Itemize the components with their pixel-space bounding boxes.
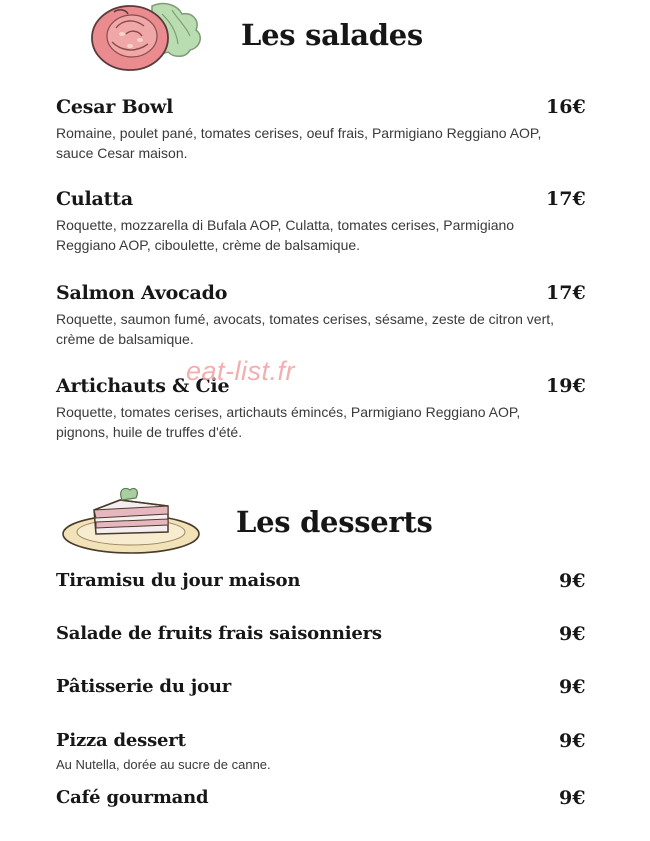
item-price: 9€ [559, 787, 586, 809]
item-description: Roquette, mozzarella di Bufala AOP, Culatta, tomates cerises, Parmigiano Reggiano AOP, ciboulette, crème de balsamique. [56, 217, 515, 253]
item-name: Salade de fruits frais saisonniers [56, 623, 382, 644]
salads-header [0, 0, 650, 80]
item-name: Culatta [56, 188, 133, 210]
menu-item [56, 95, 586, 163]
menu-item [56, 729, 586, 775]
item-name: Salmon Avocado [56, 282, 228, 304]
item-price: 9€ [559, 623, 586, 645]
item-name: Artichauts & Cie [56, 375, 230, 397]
item-name: Tiramisu du jour maison [56, 570, 301, 591]
tomato-salad-icon [86, 0, 212, 74]
cake-slice-icon [60, 484, 202, 556]
item-name: Pâtisserie du jour [56, 676, 232, 697]
item-description: Au Nutella, dorée au sucre de canne. [56, 757, 271, 772]
item-price: 17€ [546, 282, 586, 304]
menu-item [56, 569, 586, 593]
item-price: 17€ [546, 188, 586, 210]
salads-title: Les salades [241, 18, 423, 52]
item-name: Café gourmand [56, 787, 209, 808]
menu-item [56, 622, 586, 646]
item-price: 9€ [559, 676, 586, 698]
item-description: Romaine, poulet pané, tomates cerises, oeuf frais, Parmigiano Reggiano AOP, sauce Cesar maison. [56, 125, 542, 161]
menu-item [56, 786, 586, 810]
item-price: 19€ [546, 375, 586, 397]
desserts-title: Les desserts [236, 505, 433, 539]
item-price: 16€ [546, 96, 586, 118]
item-description: Roquette, tomates cerises, artichauts émincés, Parmigiano Reggiano AOP, pignons, huile de truffes d'été. [56, 404, 521, 440]
watermark: eat-list.fr [186, 356, 296, 386]
menu-item [56, 281, 586, 349]
menu-item [56, 675, 586, 699]
item-name: Pizza dessert [56, 730, 186, 751]
item-price: 9€ [559, 730, 586, 752]
menu-item [56, 187, 586, 255]
desserts-header [0, 480, 650, 560]
item-price: 9€ [559, 570, 586, 592]
menu-item [56, 374, 586, 442]
item-name: Cesar Bowl [56, 96, 174, 118]
item-description: Roquette, saumon fumé, avocats, tomates cerises, sésame, zeste de citron vert, crème de balsamique. [56, 311, 555, 347]
